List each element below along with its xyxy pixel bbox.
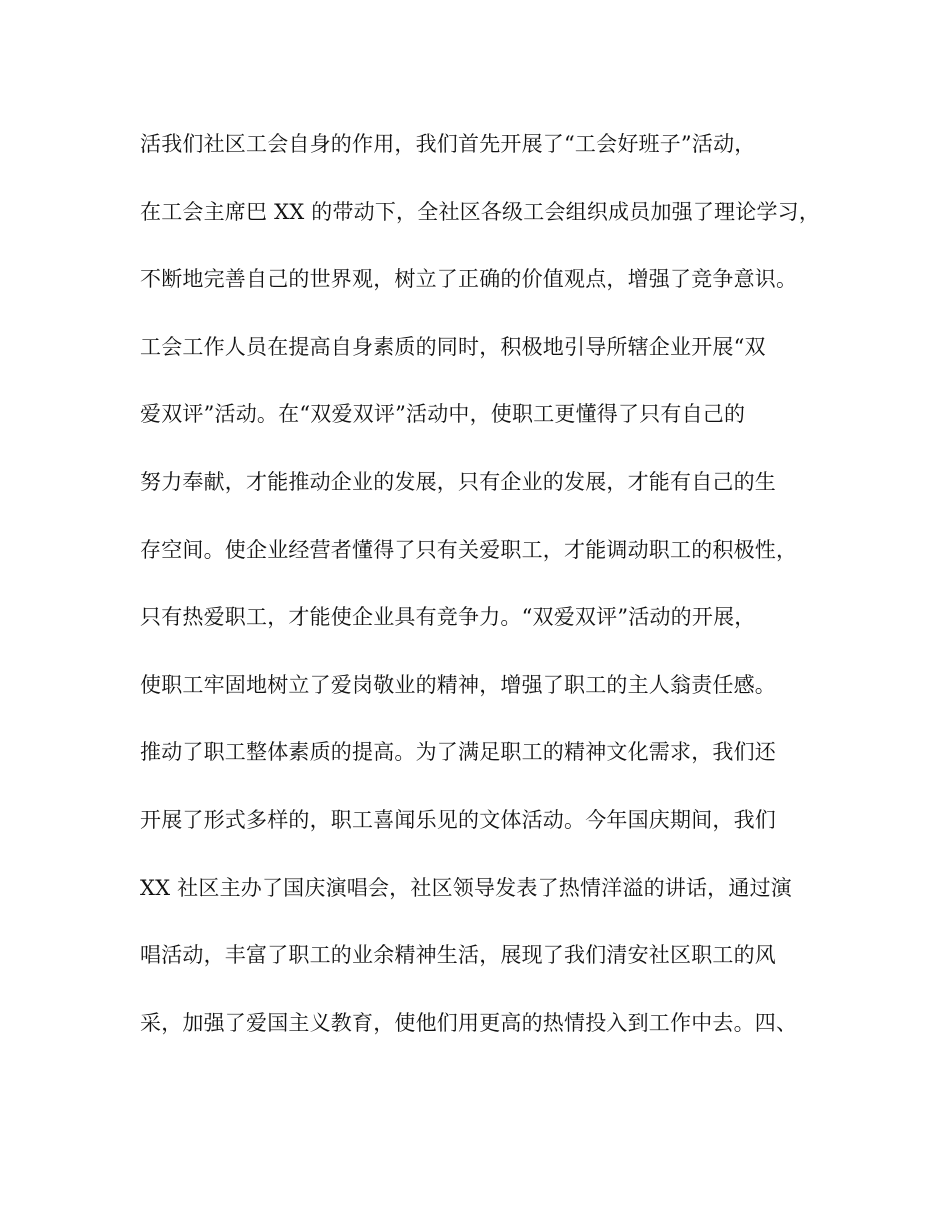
text-line: 存空间。使企业经营者懂得了只有关爱职工，才能调动职工的积极性， <box>140 537 798 562</box>
text-line: 在工会主席巴 XX 的带动下，全社区各级工会组织成员加强了理论学习， <box>140 199 821 224</box>
text-line: 唱活动，丰富了职工的业余精神生活，展现了我们清安社区职工的风 <box>140 943 776 968</box>
text-line: 只有热爱职工，才能使企业具有竞争力。“双爱双评”活动的开展， <box>140 605 756 630</box>
text-line: 努力奉献，才能推动企业的发展，只有企业的发展，才能有自己的生 <box>140 469 776 494</box>
text-line: 不断地完善自己的世界观，树立了正确的价值观点，增强了竞争意识。 <box>140 267 798 292</box>
text-line: 爱双评”活动。在“双爱双评”活动中，使职工更懂得了只有自己的 <box>140 402 746 427</box>
text-line: 使职工牢固地树立了爱岗敬业的精神，增强了职工的主人翁责任感。 <box>140 672 776 697</box>
text-line: 工会工作人员在提高自身素质的同时，积极地引导所辖企业开展“双 <box>140 334 766 359</box>
text-line: 开展了形式多样的，职工喜闻乐见的文体活动。今年国庆期间，我们 <box>140 807 776 832</box>
text-line: 推动了职工整体素质的提高。为了满足职工的精神文化需求，我们还 <box>140 740 776 765</box>
text-line: 活我们社区工会自身的作用，我们首先开展了“工会好班子”活动， <box>140 132 756 156</box>
text-line: 采，加强了爱国主义教育，使他们用更高的热情投入到工作中去。四、 <box>140 1010 798 1035</box>
text-line: XX 社区主办了国庆演唱会，社区领导发表了热情洋溢的讲话，通过演 <box>140 875 792 900</box>
body-text <box>140 126 840 1072</box>
